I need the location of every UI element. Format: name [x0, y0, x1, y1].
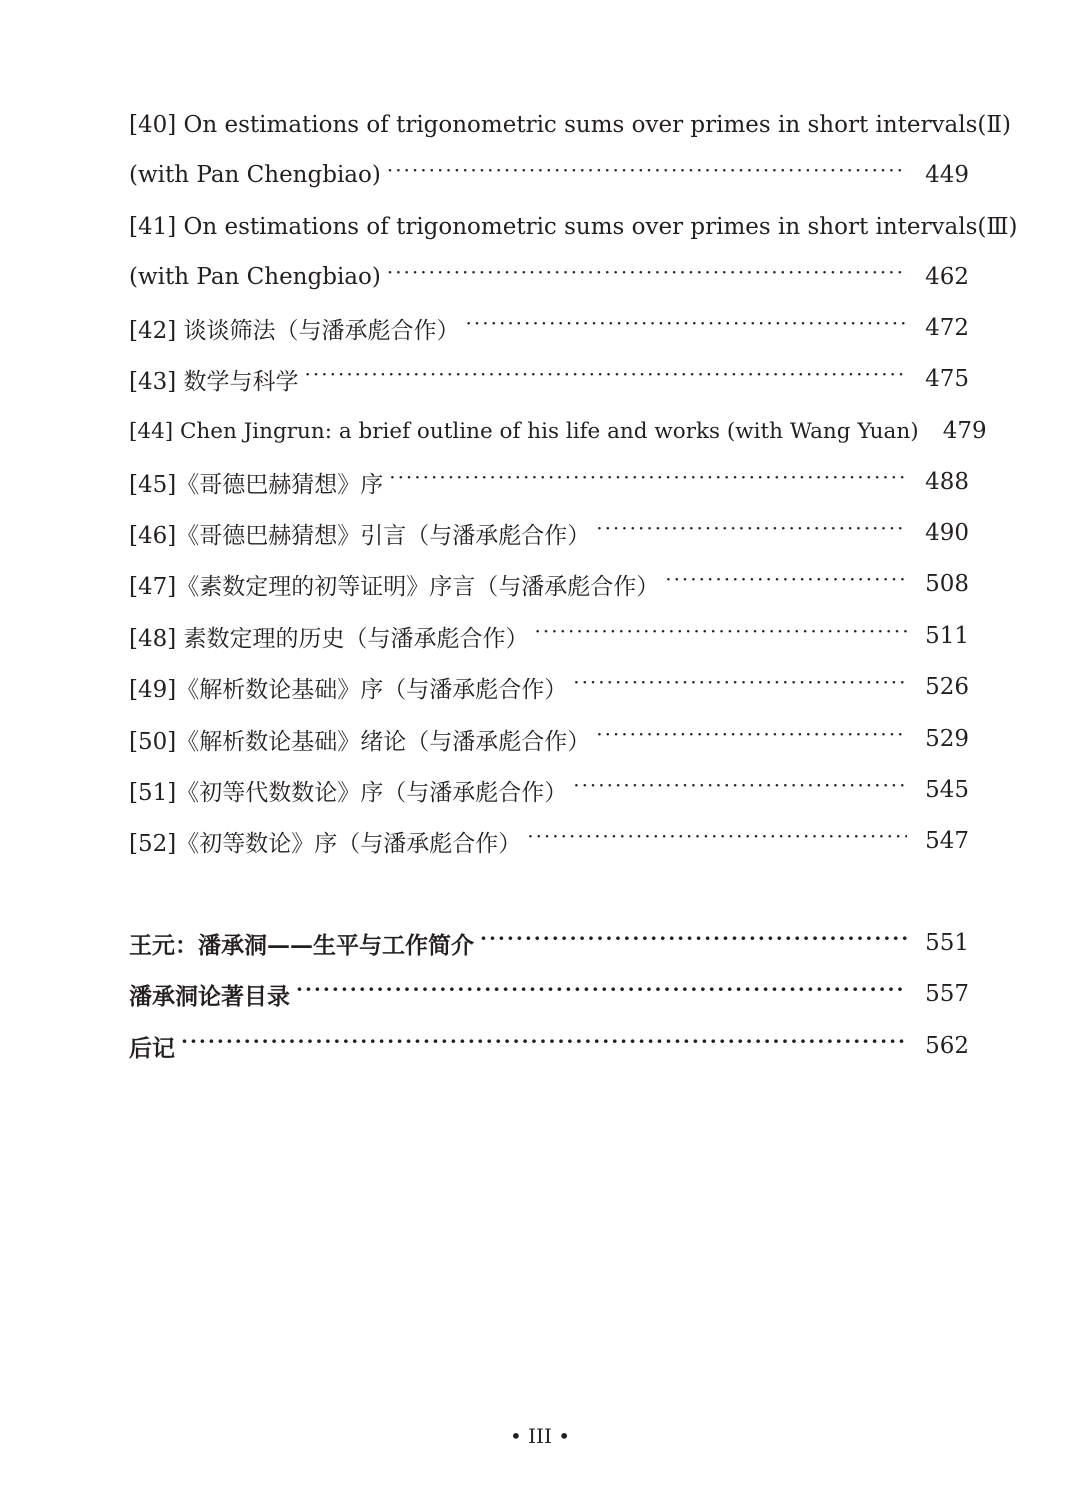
toc-entry-page: 511 — [925, 623, 969, 649]
toc-entry-title: [47]《素数定理的初等证明》序言（与潘承彪合作） — [129, 573, 660, 600]
toc-entry-page: 529 — [925, 726, 969, 752]
dot-leader — [527, 828, 907, 854]
toc-entry-43 — [129, 359, 969, 399]
toc-entry-46 — [129, 513, 969, 553]
toc-entry-title: [46]《哥德巴赫猜想》引言（与潘承彪合作） — [129, 522, 591, 549]
page-number: • III • — [509, 1424, 570, 1448]
toc-entry-title: [49]《解析数论基础》序（与潘承彪合作） — [129, 676, 568, 703]
appendix-entry-bibliography — [129, 974, 969, 1014]
toc-entry-title: [45]《哥德巴赫猜想》序 — [129, 471, 384, 498]
toc-entry-45 — [129, 462, 969, 502]
toc-entry-48 — [129, 616, 969, 656]
toc-entry-page: 545 — [925, 777, 969, 803]
dot-leader — [466, 315, 907, 341]
toc-entry-title: (with Pan Chengbiao) — [129, 264, 381, 290]
appendix-entry-afterword — [129, 1026, 969, 1066]
toc-entry-41-line1 — [129, 207, 1018, 247]
toc-entry-page: 490 — [925, 520, 969, 546]
toc-entry-title: 王元：潘承洞——生平与工作简介 — [129, 931, 474, 959]
toc-entry-44 — [129, 411, 987, 451]
toc-entry-title: [52]《初等数论》序（与潘承彪合作） — [129, 830, 522, 857]
dot-leader — [296, 981, 907, 1007]
toc-entry-title: (with Pan Chengbiao) — [129, 162, 381, 188]
toc-entry-title: [41] On estimations of trigonometric sums over primes in short intervals(Ⅲ) — [129, 214, 1018, 240]
toc-entry-51 — [129, 770, 969, 810]
toc-entry-title: [43] 数学与科学 — [129, 368, 299, 395]
toc-entry-49 — [129, 667, 969, 707]
toc-entry-42 — [129, 308, 969, 348]
dot-leader — [596, 520, 907, 546]
dot-leader — [573, 777, 907, 803]
toc-entry-52 — [129, 821, 969, 861]
dot-leader — [387, 162, 907, 188]
toc-entry-page: 557 — [925, 981, 969, 1007]
toc-entry-50 — [129, 719, 969, 759]
toc-entry-page: 562 — [925, 1033, 969, 1059]
toc-entry-41-line2 — [129, 257, 969, 297]
dot-leader — [387, 264, 907, 290]
dot-leader — [573, 674, 907, 700]
toc-entry-title: [44] Chen Jingrun: a brief outline of his life and works (with Wang Yuan) — [129, 418, 919, 444]
toc-entry-title: [42] 谈谈筛法（与潘承彪合作） — [129, 317, 460, 344]
toc-entry-47 — [129, 564, 969, 604]
toc-entry-title: [50]《解析数论基础》绪论（与潘承彪合作） — [129, 728, 591, 755]
dot-leader — [389, 469, 907, 495]
dot-leader — [181, 1033, 907, 1059]
toc-entry-title: 后记 — [129, 1034, 175, 1062]
toc-entry-page: 488 — [925, 469, 969, 495]
dot-leader — [305, 366, 907, 392]
toc-entry-page: 462 — [925, 264, 969, 290]
dot-leader — [665, 571, 907, 597]
appendix-entry-biography — [129, 923, 969, 963]
dot-leader — [480, 930, 907, 956]
toc-entry-title: 潘承洞论著目录 — [129, 982, 290, 1010]
toc-entry-40-line2 — [129, 155, 969, 195]
toc-entry-page: 472 — [925, 315, 969, 341]
toc-entry-page: 547 — [925, 828, 969, 854]
toc-entry-page: 479 — [942, 418, 987, 444]
toc-entry-title: [48] 素数定理的历史（与潘承彪合作） — [129, 625, 529, 652]
toc-entry-page: 526 — [925, 674, 969, 700]
toc-entry-page: 508 — [925, 571, 969, 597]
toc-entry-title: [40] On estimations of trigonometric sums over primes in short intervals(Ⅱ) — [129, 112, 1011, 138]
toc-entry-title: [51]《初等代数数论》序（与潘承彪合作） — [129, 779, 568, 806]
toc-entry-page: 475 — [925, 366, 969, 392]
dot-leader — [596, 726, 907, 752]
dot-leader — [535, 623, 907, 649]
toc-entry-page: 551 — [925, 930, 969, 956]
toc-entry-40-line1 — [129, 105, 1011, 145]
toc-entry-page: 449 — [925, 162, 969, 188]
